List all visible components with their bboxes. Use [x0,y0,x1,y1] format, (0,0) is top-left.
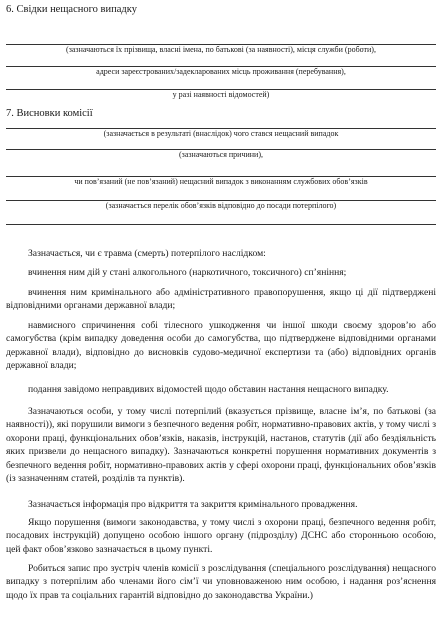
caption: (зазначається в результаті (внаслідок) чого стався нещасний випадок [103,129,339,138]
paragraph: подання завідомо неправдивих відомостей щодо обставин настання нещасного випадку. [28,384,389,395]
section-6-title: 6. Свідки нещасного випадку [6,4,137,15]
paragraph: Зазначається, чи є травма (смерть) потерпілого наслідком: [28,248,266,259]
paragraph: вчинення ним дій у стані алкогольного (наркотичного, токсичного) сп’яніння; [28,267,347,278]
caption: адреси зареєстрованих/задекларованих місць проживання (перебування), [96,67,346,76]
caption: (зазначаються причини), [179,150,263,159]
caption: чи пов’язаний (не пов’язаний) нещасний випадок з виконанням службових обов’язків [74,177,368,186]
paragraph: Робиться запис про зустріч членів комісії з розслідування (спеціального розслідування) нещасного випадку з потерпілим або членами його сім’ї чи уповноваженою ним особою, і надання роз’яснення щодо їх прав та соціальних гарантій відповідно до законодавства України.) [6,563,436,601]
caption: (зазначаються їх прізвища, власні імена, по батькові (за наявності), місця служби (роботи), [66,45,376,54]
fill-line [6,224,436,225]
caption: у разі наявності відомостей) [172,90,270,99]
section-7-title: 7. Висновки комісії [6,108,93,119]
paragraph: Зазначається інформація про відкриття та закриття кримінального провадження. [28,499,358,510]
paragraph: вчинення ним кримінального або адміністративного правопорушення, якщо ці дії підтверджені відповідними органами державної влади; [6,287,436,312]
paragraph: Зазначаються особи, у тому числі потерпілий (вказується прізвище, власне ім’я, по батькові (за наявності)), які порушили вимоги з безпечного ведення робіт, нормативно-правових актів, у тому числі з охорони праці, функціональних обов’язків, наказів, інструкцій, настанов, статутів (дії або бездіяльність яких призвели до нещасного випадку). Зазначаються конкретні порушення нормативних документів з безпечного ведення робіт, нормативно-правових актів у сфері охорони праці, функціональних обов’язків (із зазначенням статей, розділів та пунктів). [6,406,436,485]
paragraph: Якщо порушення (вимоги законодавства, у тому числі з охорони праці, безпечного ведення робіт, посадових інструкцій) допущено особою іншого органу (підрозділу) ДСНС або сторонньою особою, цей факт обов’язково зазначається в цьому пункті. [6,517,436,555]
caption: (зазначається перелік обов’язків відповідно до посади потерпілого) [105,201,337,210]
paragraph: навмисного спричинення собі тілесного ушкодження чи іншої шкоди своєму здоров’ю або самогубства (крім випадку доведення особи до самогубства, що підтверджене відповідними органами державної влади), відповідно до висновків судово-медичної експертизи та (або) відповідних органів державної влади; [6,320,436,372]
